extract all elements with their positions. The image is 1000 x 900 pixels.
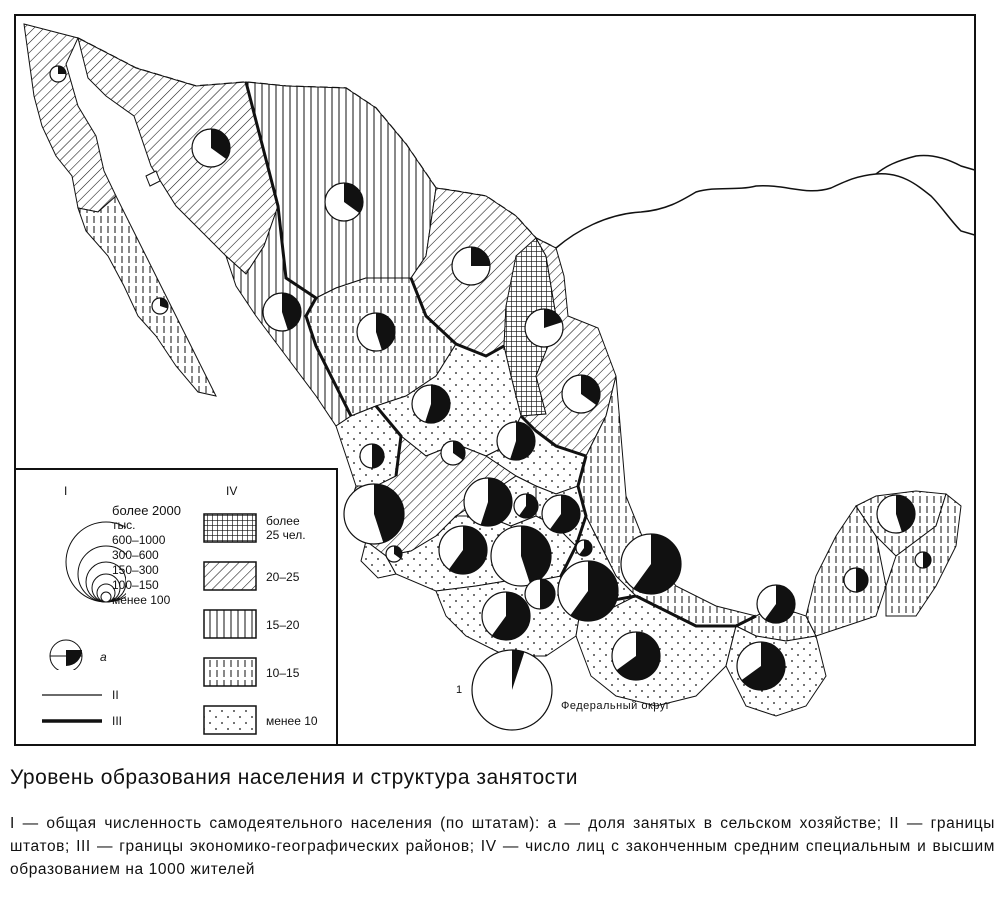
shading-class-1b: 25 чел. xyxy=(266,528,306,542)
pie-nuevo-leon xyxy=(525,309,563,347)
size-class-1b: тыс. xyxy=(112,518,136,532)
pie-chiapas xyxy=(737,642,785,690)
pie-san-luis-potosi xyxy=(497,422,535,460)
florida-coast xyxy=(876,155,976,174)
pie-tabasco xyxy=(757,585,795,623)
caption-title: Уровень образования населения и структура занятости xyxy=(10,766,579,789)
pie-campeche xyxy=(844,568,868,592)
pie-morelos xyxy=(525,579,555,609)
pie-colima xyxy=(386,546,402,562)
pie-jalisco xyxy=(344,484,404,544)
shading-class-1: более xyxy=(266,514,300,528)
pie-sonora xyxy=(192,129,230,167)
federal-district-marker: 1 xyxy=(456,684,463,696)
caption-text: I — общая численность самодеятельного населения (по штатам): а — доля занятых в сельском хозяйстве; II — границы штатов; III — границы экономико-географических районов; IV — число лиц с законченным средним специальным и высшим образованием на 1000 жителей xyxy=(10,815,995,878)
region-border-sample xyxy=(42,716,102,726)
shading-class-3: 15–20 xyxy=(266,618,300,632)
size-class-5: 100–150 xyxy=(112,578,159,592)
share-label-a: а xyxy=(100,650,107,664)
legend-section-iv: IV xyxy=(226,484,238,498)
pie-quintana-roo xyxy=(915,552,931,568)
pie-tlaxcala xyxy=(576,540,592,556)
state-border-sample xyxy=(42,690,102,700)
us-gulf-coastline xyxy=(556,174,976,248)
pie-mexico-state xyxy=(491,526,551,586)
line-ii-label: II xyxy=(112,688,119,702)
pie-federal-district xyxy=(472,650,552,730)
pie-chihuahua xyxy=(325,183,363,221)
pie-coahuila xyxy=(452,247,490,285)
pie-yucatan xyxy=(877,495,915,533)
size-class-4: 150–300 xyxy=(112,563,159,577)
shading-swatches xyxy=(202,510,262,746)
share-sample-pie xyxy=(42,634,92,670)
pie-veracruz xyxy=(621,534,681,594)
pie-durango xyxy=(357,313,395,351)
pie-guerrero xyxy=(482,592,530,640)
pie-puebla xyxy=(558,561,618,621)
pie-baja-california xyxy=(50,66,66,82)
pie-queretaro xyxy=(514,494,538,518)
shading-class-2: 20–25 xyxy=(266,570,300,584)
pie-michoacan xyxy=(439,526,487,574)
size-class-6: менее 100 xyxy=(112,593,171,607)
pie-hidalgo xyxy=(542,495,580,533)
size-class-1: более 2000 xyxy=(112,503,181,518)
size-class-3: 300–600 xyxy=(112,548,159,562)
pie-sinaloa xyxy=(263,293,301,331)
pie-nayarit xyxy=(360,444,384,468)
pie-oaxaca xyxy=(612,632,660,680)
size-class-2: 600–1000 xyxy=(112,533,166,547)
pie-zacatecas xyxy=(412,385,450,423)
shading-class-4: 10–15 xyxy=(266,666,300,680)
pie-aguascalientes xyxy=(441,441,465,465)
map-frame xyxy=(14,14,976,746)
legend-section-i: I xyxy=(64,484,68,498)
federal-district-label: Федеральный округ xyxy=(561,700,671,712)
pie-guanajuato xyxy=(464,478,512,526)
shading-class-5: менее 10 xyxy=(266,714,318,728)
legend xyxy=(16,468,338,746)
pie-tamaulipas xyxy=(562,375,600,413)
pie-baja-california-sur xyxy=(152,298,168,314)
line-iii-label: III xyxy=(112,714,123,728)
